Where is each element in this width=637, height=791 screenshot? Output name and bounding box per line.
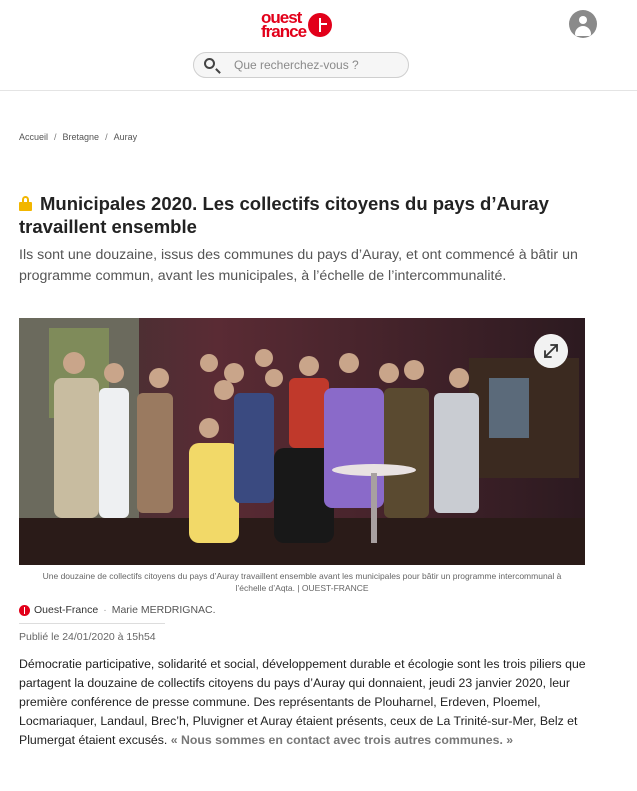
logo-icon [308,13,332,37]
article-body-quote: « Nous sommes en contact avec trois autres communes. » [170,733,514,747]
author-name: Marie MERDRIGNAC. [111,604,216,616]
expand-icon[interactable] [534,334,568,368]
publish-date: Publié le 24/01/2020 à 15h54 [19,631,156,643]
article-title: Municipales 2020. Les collectifs citoyens du pays d’Auray travaillent ensemble [19,193,549,237]
breadcrumb-accueil[interactable]: Accueil [19,132,49,142]
article-header [19,192,599,238]
photo-caption: Une douzaine de collectifs citoyens du pays d’Auray travaillent ensemble avant les municipales pour bâtir un programme intercommunal à l’échelle d’Aqta. | OUEST-FRANCE [42,571,562,593]
site-header [0,0,637,91]
article-body [19,655,587,750]
breadcrumb-bretagne[interactable]: Bretagne [62,132,100,142]
ouest-france-logo[interactable] [261,10,332,40]
user-icon[interactable] [569,10,597,38]
breadcrumb-separator: / [105,132,108,142]
article-body-text: Démocratie participative, solidarité et social, développement durable et écologie sont les trois piliers que partagent la douzaine de collectifs citoyens du pays d’Auray qui donnaient, jeudi 23 janvier 2020, leur première conférence de presse commune. Des représentants de Plouharnel, Erdeven, Ploemel, Locmariaquer, Landaul, Brec’h, Pluvigner et Auray étaient présents, ceux de La Trinité-sur-Mer, Belz et Plumergat étaient excusés. [19,657,586,747]
article-photo[interactable] [19,318,585,565]
source-name[interactable]: Ouest-France [34,604,99,616]
lock-icon [19,196,32,211]
logo-text-france: france [261,22,307,41]
author-separator: · [103,604,107,616]
ouest-france-icon [19,605,30,616]
search-bar[interactable] [193,52,409,78]
search-input[interactable] [234,58,394,72]
breadcrumb-auray[interactable]: Auray [113,132,138,142]
article-source [19,604,216,616]
article-lead: Ils sont une douzaine, issus des communes du pays d’Auray, et ont commencé à bâtir un programme commun, avant les municipales, à l’échelle de l’intercommunalité. [19,247,578,284]
search-icon[interactable] [204,58,215,69]
divider [19,623,165,624]
article-title-heading [19,192,599,238]
breadcrumb-separator: / [54,132,57,142]
logo-text-ouest: ouest [261,8,302,27]
breadcrumb [19,132,137,142]
group-photo-illustration [19,318,585,565]
